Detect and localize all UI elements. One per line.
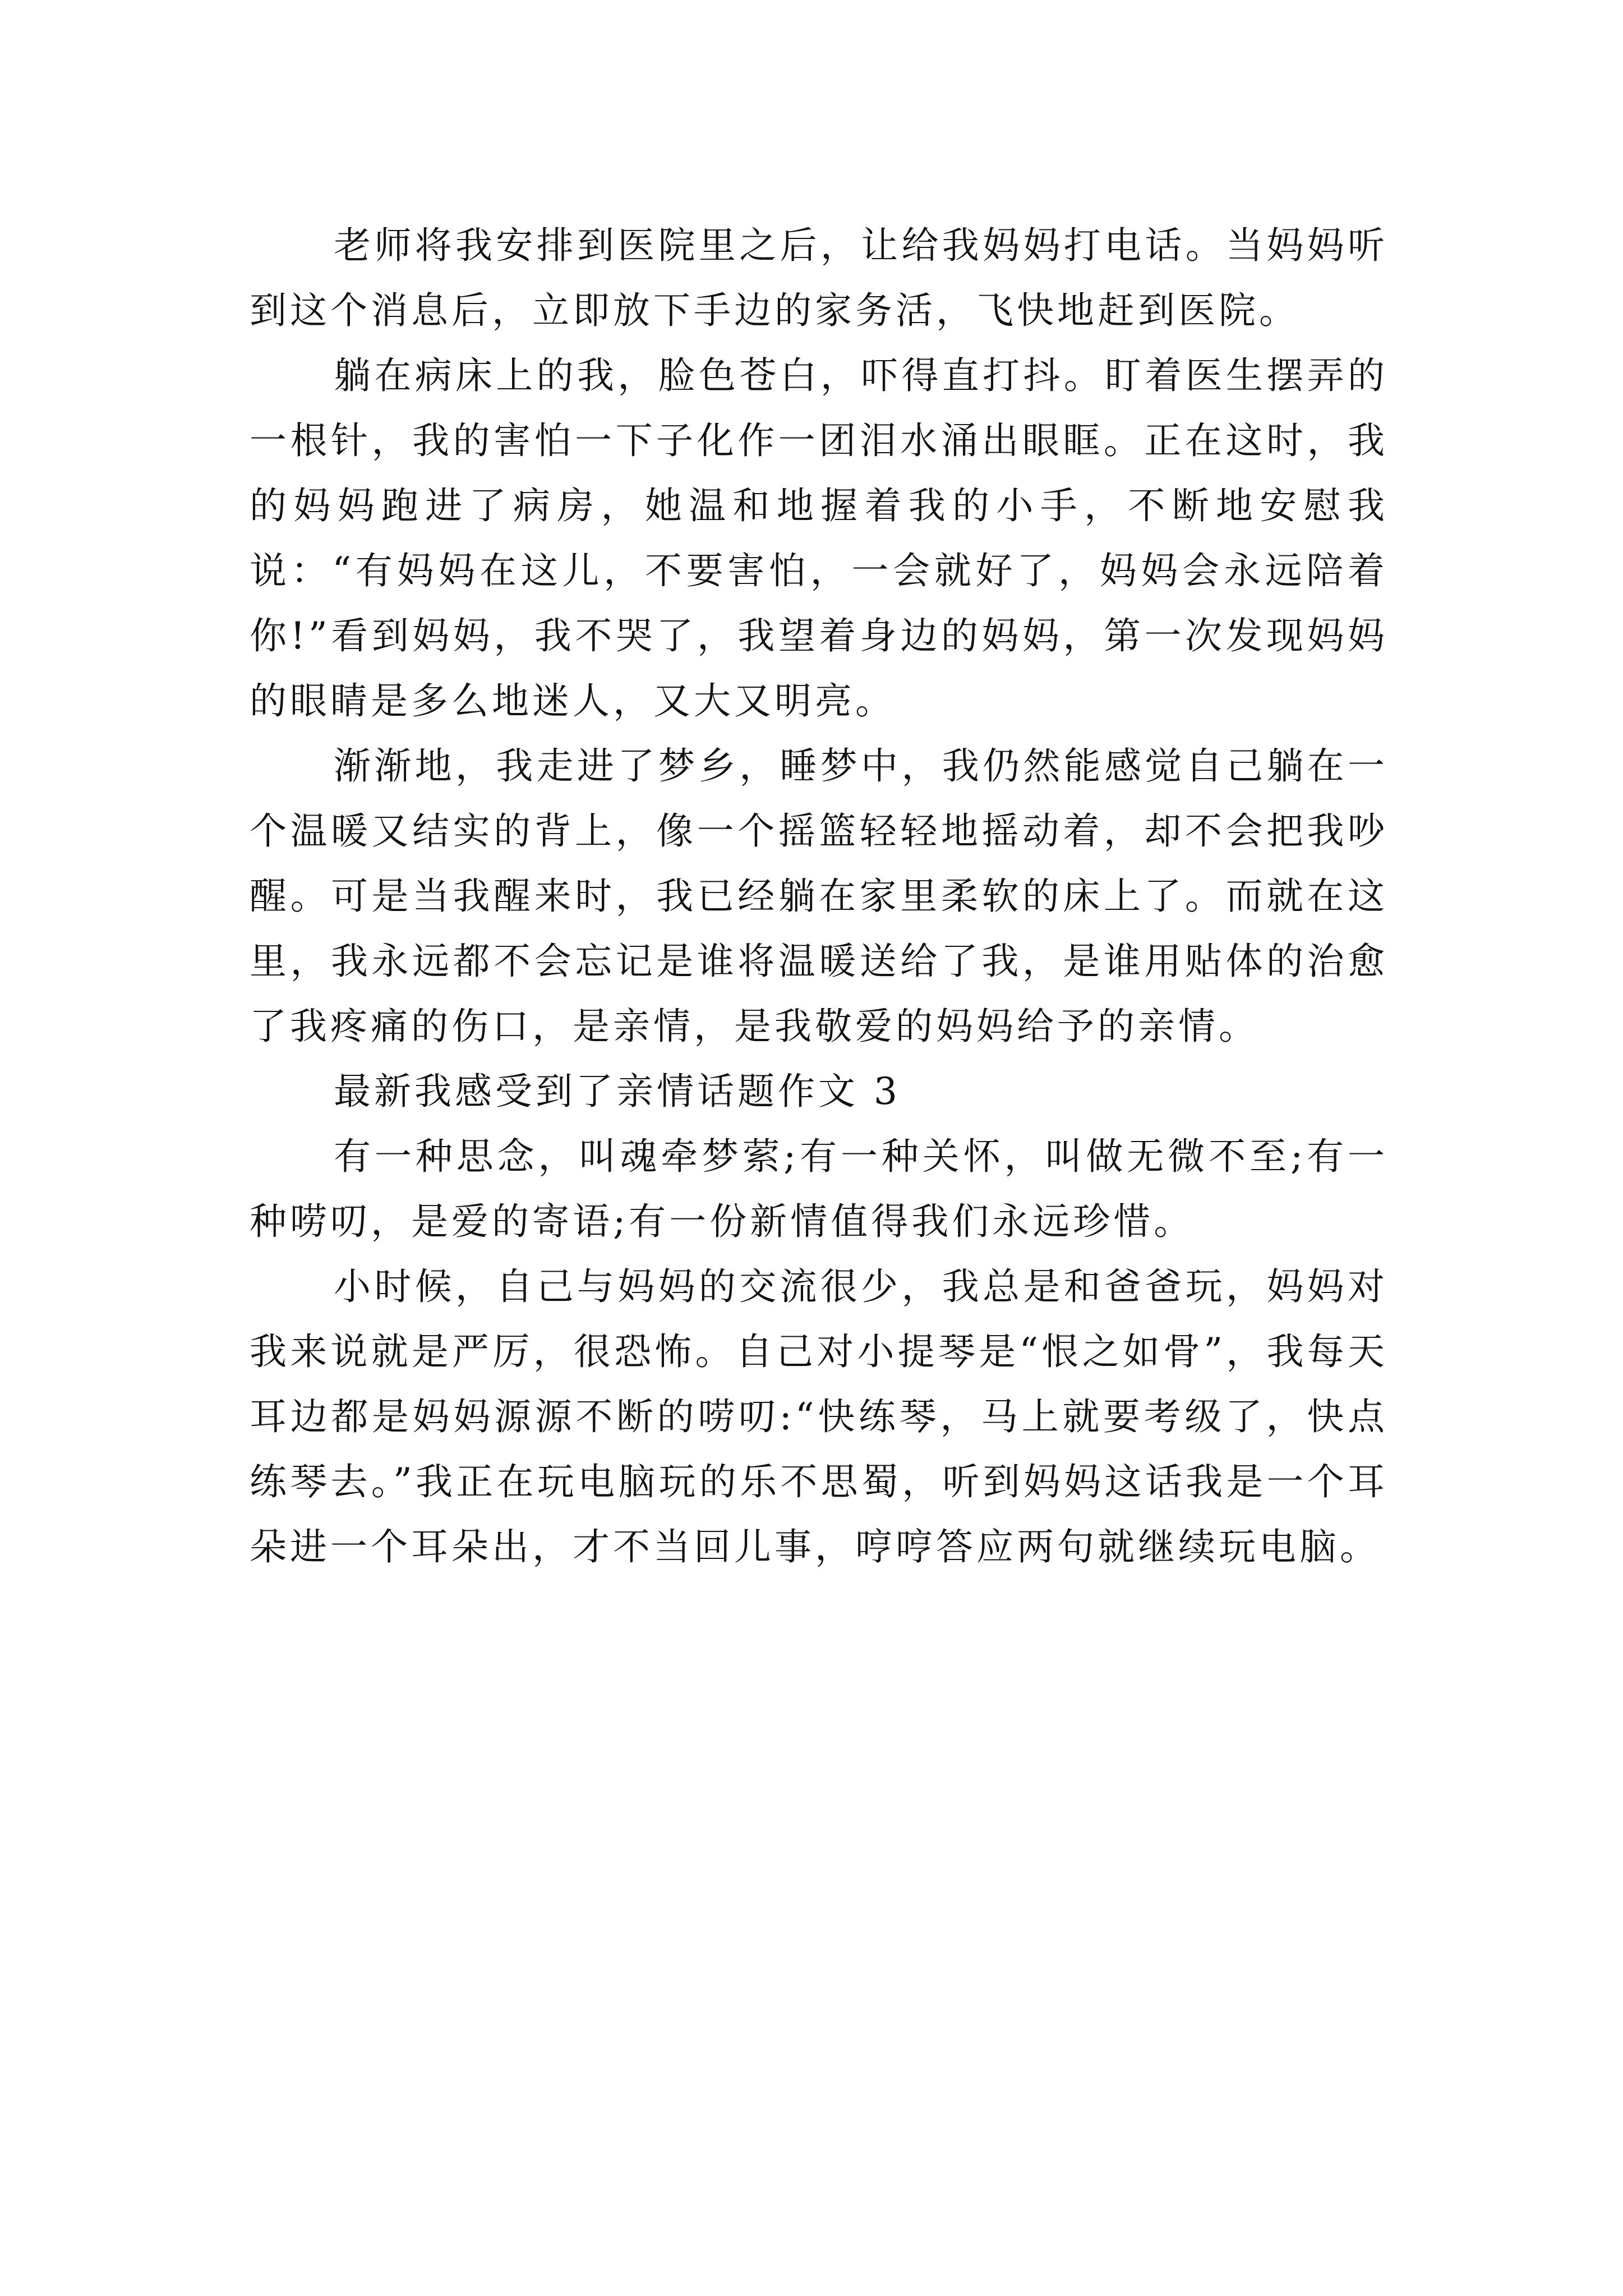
paragraph-2: 躺在病床上的我，脸色苍白，吓得直打抖。盯着医生摆弄的一根针，我的害怕一下子化作一团泪水涌出眼眶。正在这时，我的妈妈跑进了病房，她温和地握着我的小手，不断地安慰我说：“有妈妈在这儿，不要害怕，一会就好了，妈妈会永远陪着你!”看到妈妈，我不哭了，我望着身边的妈妈，第一次发现妈妈的眼睛是多么地迷人，又大又明亮。 [250, 354, 1388, 723]
document-body [250, 213, 1388, 1580]
section-heading: 最新我感受到了亲情话题作文 3 [334, 1070, 901, 1113]
paragraph-5: 小时候，自己与妈妈的交流很少，我总是和爸爸玩，妈妈对我来说就是严厉，很恐怖。自己对小提琴是“恨之如骨”，我每天耳边都是妈妈源源不断的唠叨:“快练琴，马上就要考级了，快点练琴去。”我正在玩电脑玩的乐不思蜀，听到妈妈这话我是一个耳朵进一个耳朵出，才不当回儿事，哼哼答应两句就继续玩电脑。 [250, 1265, 1388, 1568]
paragraph-1: 老师将我安排到医院里之后，让给我妈妈打电话。当妈妈听到这个消息后，立即放下手边的家务活，飞快地赶到医院。 [250, 224, 1388, 332]
paragraph-4: 有一种思念，叫魂牵梦萦;有一种关怀，叫做无微不至;有一种唠叨，是爱的寄语;有一份新情值得我们永远珍惜。 [250, 1135, 1388, 1243]
paragraph-3: 渐渐地，我走进了梦乡，睡梦中，我仍然能感觉自己躺在一个温暖又结实的背上，像一个摇篮轻轻地摇动着，却不会把我吵醒。可是当我醒来时，我已经躺在家里柔软的床上了。而就在这里，我永远都不会忘记是谁将温暖送给了我，是谁用贴体的治愈了我疼痛的伤口，是亲情，是我敬爱的妈妈给予的亲情。 [250, 744, 1388, 1048]
